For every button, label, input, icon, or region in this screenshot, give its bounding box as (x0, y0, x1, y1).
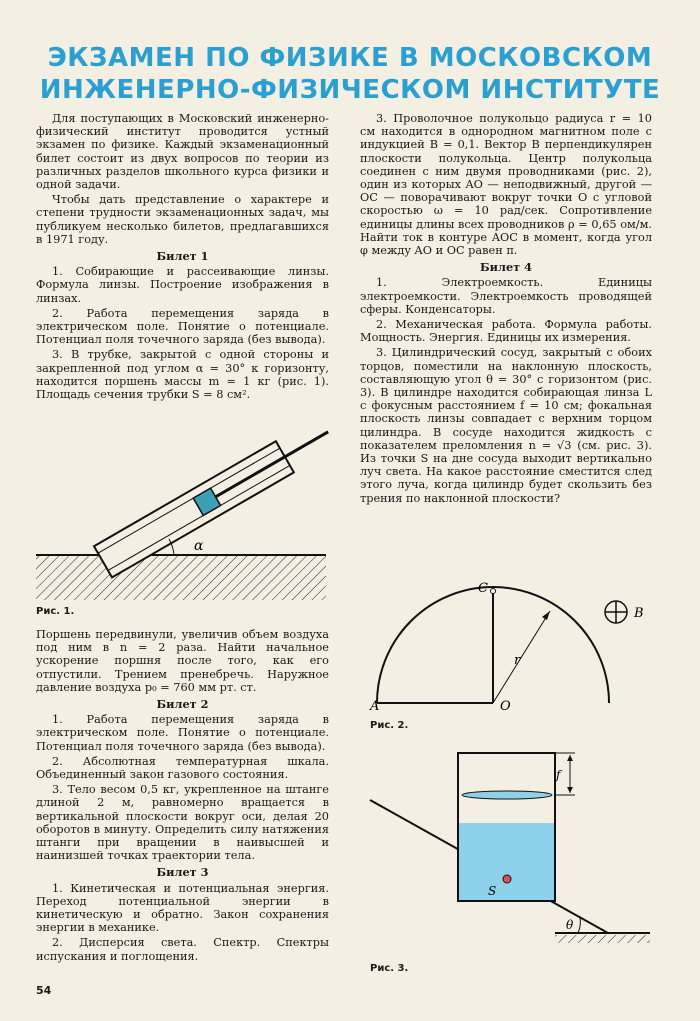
ticket2-question3: 3. Тело весом 0,5 кг, укрепленное на штанге длиной 2 м, равномерно вращается в вертикальной плоскости вокруг оси, делая 20 оборотов в минуту. Определить силу натяжения штанги при вращении в наивысшей и наинизшей точках траектории тела. (36, 783, 329, 863)
fig2-label-C: C (478, 581, 488, 596)
fig3-label-f: f (556, 768, 561, 782)
ticket2-heading: Билет 2 (156, 697, 209, 712)
piston-rod (216, 432, 329, 497)
fig2-label-B: B (634, 606, 644, 621)
ticket2-question2: 2. Абсолютная температурная шкала. Объединенный закон газового состояния. (36, 754, 329, 782)
liquid (458, 823, 555, 901)
ticket4-heading: Билет 4 (480, 260, 532, 275)
ticket4-question1: 1. Электроемкость. Единицы электроемкости. Электроемкость проводящей сферы. Конденсаторы. (360, 276, 652, 316)
ticket1-question1: 1. Собирающие и рассеивающие линзы. Формула линзы. Построение изображения в линзах. (36, 265, 329, 305)
ticket2-question1: 1. Работа перемещения заряда в электрическом поле. Понятие о потенциале. Потенциал поля точечного заряда (без вывода). (36, 713, 329, 753)
fig2-caption: Рис. 2. (370, 720, 409, 731)
ground-hatch (36, 555, 326, 600)
ticket4-question3: 3. Цилиндрический сосуд, закрытый с обоих торцов, поместили на наклонную плоскость, составляющую угол θ = 30° с горизонтом (рис. 3). В цилиндре находится собирающая линза L с фокусным расстоянием f = 10 см; фокальная плоскость линзы совпадает с верхним торцом цилиндра. В сосуде находится жидкость с показателем преломления n = √3 (см. рис. 3). Из точки S на дне сосуда выходит вертикально луч света. На какое расстояние сместится след этого луча, когда цилиндр будет скользить без трения по наклонной плоскости? (360, 346, 652, 505)
fig3-label-theta: θ (566, 918, 574, 932)
left-column-lower (36, 628, 329, 965)
figure-1-tube (36, 430, 336, 610)
intro-paragraph-2: Чтобы дать представление о характере и степени трудности экзаменационных задач, мы публикуем несколько билетов, предлагавшихся в 1971 году. (36, 193, 329, 246)
left-column (36, 112, 329, 403)
fig3-caption: Рис. 3. (370, 963, 409, 974)
right-column (360, 112, 652, 507)
ticket3-question1: 1. Кинетическая и потенциальная энергия. Переход потенциальной энергии в кинетическую и обратно. Закон сохранения энергии в механике. (36, 881, 329, 935)
ticket3-question2: 2. Дисперсия света. Спектр. Спектры испускания и поглощения. (36, 936, 329, 963)
fig2-label-A: A (370, 699, 380, 714)
figure-3-cylinder (360, 745, 670, 970)
ticket4-question2: 2. Механическая работа. Формула работы. Мощность. Энергия. Единицы их измерения. (360, 318, 652, 345)
fig3-label-S: S (488, 884, 497, 898)
page-title-line1: ЭКЗАМЕН ПО ФИЗИКЕ В МОСКОВСКОМ (47, 43, 653, 73)
intro-paragraph-1: Для поступающих в Московский инженерно-физический институт проводится устный экзамен по физике. Каждый экзаменационный билет состоит из двух вопросов по теории из различных разделов школьного курса физики и одной задачи. (36, 112, 329, 192)
page-number: 54 (36, 984, 52, 997)
ticket1-question3: 3. В трубке, закрытой с одной стороны и закрепленной под углом α = 30° к горизонту, находится поршень массы m = 1 кг (рис. 1). Площадь сечения трубки S = 8 см². (36, 348, 329, 402)
ticket1-heading: Билет 1 (156, 249, 209, 264)
ticket1-question3-continued: Поршень передвинули, увеличив объем воздуха под ним в n = 2 раза. Найти начальное ускорение поршня после того, как его отпустили. Трением пренебречь. Наружное давление воздуха p₀ = 760 мм рт. ст. (36, 628, 329, 694)
ticket3-heading: Билет 3 (156, 865, 209, 880)
lens-L (462, 791, 552, 799)
figure-2-semiring (360, 578, 660, 723)
fig2-label-O: O (500, 699, 511, 714)
fig1-label-alpha: α (194, 538, 204, 554)
ticket3-question3: 3. Проволочное полукольцо радиуса r = 10 см находится в однородном магнитном поле с индукцией B = 0,1. Вектор B перпендикулярен плоскости полукольца. Центр полукольца соединен с ним двумя проводниками (рис. 2), один из которых AO — неподвижный, другой — OC — поворачивают вокруг точки O с угловой скоростью ω = 10 рад/сек. Сопротивление единицы длины всех проводников ρ = 0,65 ом/м. Найти ток в контуре AOC в момент, когда угол φ между AO и OC равен π. (360, 112, 652, 258)
fig2-label-r: r (514, 653, 521, 668)
fig1-caption: Рис. 1. (36, 606, 75, 617)
source-S (503, 875, 511, 883)
ticket1-question2: 2. Работа перемещения заряда в электрическом поле. Понятие о потенциале. Потенциал поля точечного заряда (без вывода). (36, 306, 329, 347)
page-title-line2: ИНЖЕНЕРНО-ФИЗИЧЕСКОМ ИНСТИТУТЕ (39, 75, 661, 105)
